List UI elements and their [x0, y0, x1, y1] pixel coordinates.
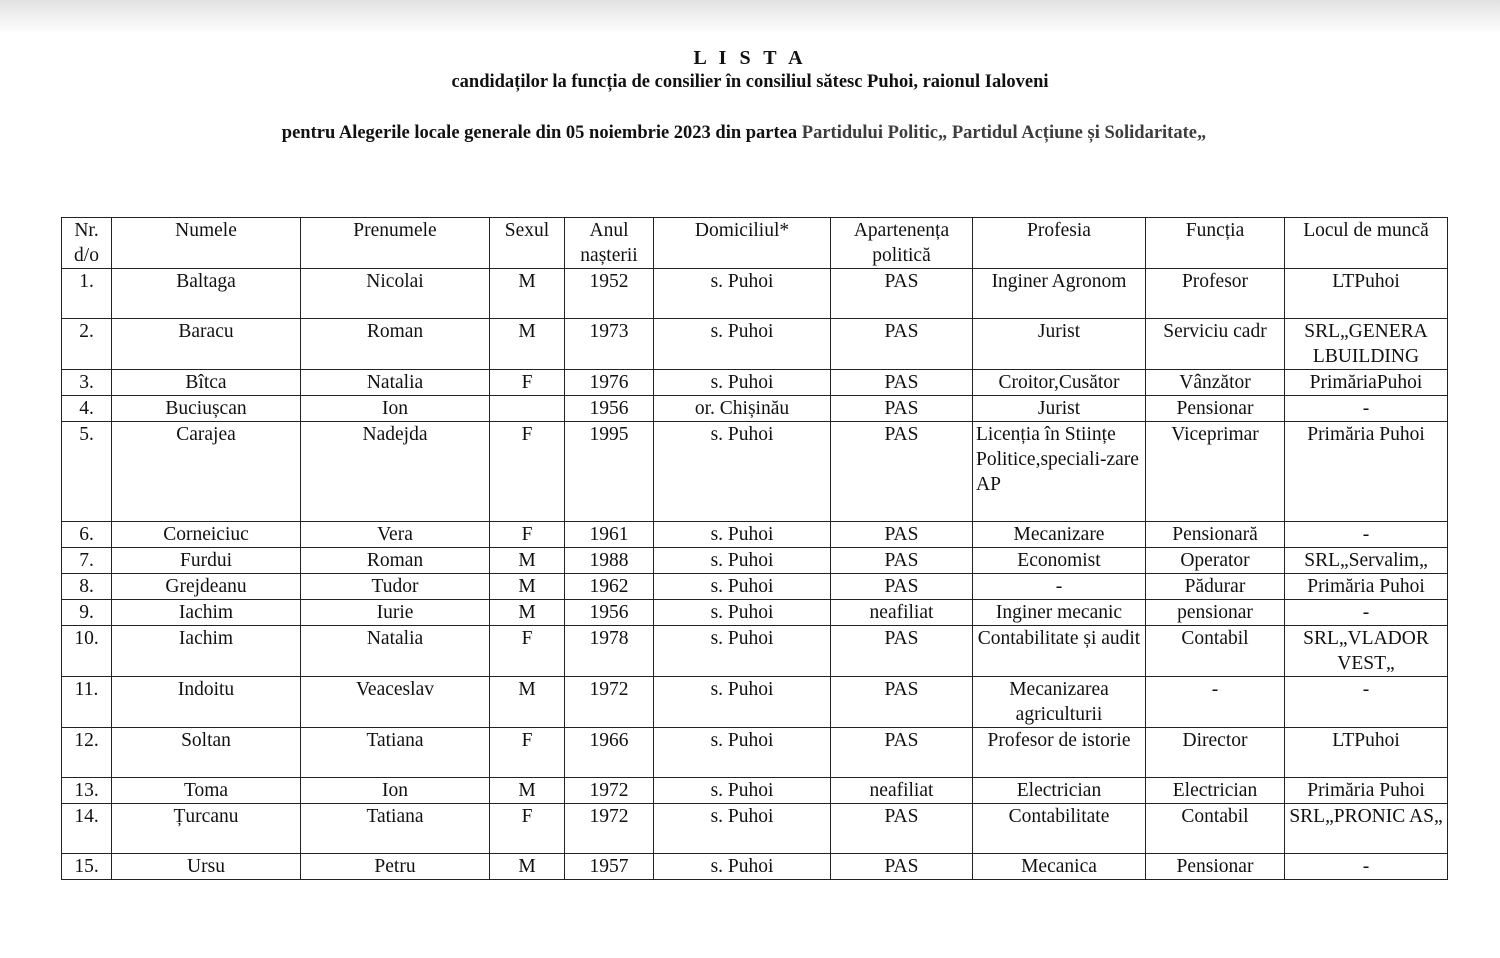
table-row	[62, 677, 1448, 728]
cell-loc: -	[1285, 600, 1448, 626]
cell-nume: Furdui	[112, 548, 301, 574]
cell-domiciliu: s. Puhoi	[654, 574, 831, 600]
cell-functia: Electrician	[1146, 778, 1285, 804]
cell-nume: Carajea	[112, 422, 301, 522]
column-header-sexul: Sexul	[490, 218, 565, 269]
table-row	[62, 778, 1448, 804]
cell-an: 1978	[565, 626, 654, 677]
cell-sex: M	[490, 600, 565, 626]
table-row	[62, 319, 1448, 370]
cell-prenume: Nicolai	[301, 269, 490, 319]
cell-prenume: Ion	[301, 778, 490, 804]
cell-nume: Corneiciuc	[112, 522, 301, 548]
table-row	[62, 269, 1448, 319]
cell-functia: Contabil	[1146, 626, 1285, 677]
table-row	[62, 522, 1448, 548]
cell-prenume: Tatiana	[301, 804, 490, 854]
cell-domiciliu: s. Puhoi	[654, 854, 831, 880]
cell-domiciliu: s. Puhoi	[654, 269, 831, 319]
cell-apartenenta: neafiliat	[831, 600, 973, 626]
column-header-locul-de-munca: Locul de muncă	[1285, 218, 1448, 269]
election-text: pentru Alegerile locale generale din 05 noiembrie 2023 din partea	[281, 123, 802, 143]
cell-functia: Contabil	[1146, 804, 1285, 854]
cell-functia: Pensionar	[1146, 854, 1285, 880]
cell-prenume: Petru	[301, 854, 490, 880]
cell-sex: F	[490, 522, 565, 548]
column-header-apartenenta: Apartenența politică	[831, 218, 973, 269]
cell-an: 1972	[565, 804, 654, 854]
document-title: L I S T A	[693, 47, 807, 69]
cell-apartenenta: PAS	[831, 396, 973, 422]
cell-an: 1956	[565, 600, 654, 626]
cell-apartenenta: PAS	[831, 677, 973, 728]
cell-sex: M	[490, 677, 565, 728]
cell-profesia: Mecanica	[973, 854, 1146, 880]
column-header-domiciliul: Domiciliul*	[654, 218, 831, 269]
cell-nr: 13.	[62, 778, 112, 804]
cell-an: 1988	[565, 548, 654, 574]
cell-domiciliu: s. Puhoi	[654, 778, 831, 804]
cell-an: 1966	[565, 728, 654, 778]
column-header-functia: Funcția	[1146, 218, 1285, 269]
cell-nr: 15.	[62, 854, 112, 880]
cell-nr: 6.	[62, 522, 112, 548]
cell-sex: M	[490, 319, 565, 370]
cell-sex: F	[490, 626, 565, 677]
cell-an: 1957	[565, 854, 654, 880]
table-header-row	[62, 218, 1448, 269]
cell-an: 1962	[565, 574, 654, 600]
cell-nume: Bîtca	[112, 370, 301, 396]
table-row	[62, 574, 1448, 600]
column-header-numele: Numele	[112, 218, 301, 269]
cell-profesia: -	[973, 574, 1146, 600]
cell-loc: Primăria Puhoi	[1285, 778, 1448, 804]
cell-functia: Director	[1146, 728, 1285, 778]
table-row	[62, 396, 1448, 422]
cell-loc: SRL„Servalim„	[1285, 548, 1448, 574]
cell-an: 1995	[565, 422, 654, 522]
cell-prenume: Veaceslav	[301, 677, 490, 728]
cell-nume: Grejdeanu	[112, 574, 301, 600]
cell-loc: SRL„GENERA LBUILDING	[1285, 319, 1448, 370]
cell-apartenenta: PAS	[831, 422, 973, 522]
table-row	[62, 548, 1448, 574]
cell-prenume: Natalia	[301, 370, 490, 396]
cell-loc: Primăria Puhoi	[1285, 422, 1448, 522]
table-row	[62, 854, 1448, 880]
cell-sex: F	[490, 422, 565, 522]
cell-apartenenta: PAS	[831, 574, 973, 600]
cell-sex: M	[490, 854, 565, 880]
cell-an: 1972	[565, 778, 654, 804]
cell-prenume: Roman	[301, 319, 490, 370]
cell-nr: 9.	[62, 600, 112, 626]
cell-profesia: Electrician	[973, 778, 1146, 804]
cell-domiciliu: s. Puhoi	[654, 319, 831, 370]
cell-profesia: Mecanizare	[973, 522, 1146, 548]
cell-apartenenta: PAS	[831, 728, 973, 778]
cell-loc: -	[1285, 396, 1448, 422]
cell-nr: 7.	[62, 548, 112, 574]
cell-domiciliu: or. Chișinău	[654, 396, 831, 422]
cell-sex: M	[490, 269, 565, 319]
cell-an: 1972	[565, 677, 654, 728]
cell-functia: Viceprimar	[1146, 422, 1285, 522]
cell-sex: F	[490, 370, 565, 396]
cell-apartenenta: PAS	[831, 804, 973, 854]
cell-domiciliu: s. Puhoi	[654, 370, 831, 396]
cell-nr: 8.	[62, 574, 112, 600]
cell-profesia: Economist	[973, 548, 1146, 574]
cell-apartenenta: PAS	[831, 370, 973, 396]
cell-prenume: Ion	[301, 396, 490, 422]
cell-an: 1976	[565, 370, 654, 396]
cell-nr: 14.	[62, 804, 112, 854]
cell-prenume: Tudor	[301, 574, 490, 600]
cell-nr: 5.	[62, 422, 112, 522]
cell-nume: Ursu	[112, 854, 301, 880]
cell-profesia: Inginer Agronom	[973, 269, 1146, 319]
cell-domiciliu: s. Puhoi	[654, 677, 831, 728]
cell-domiciliu: s. Puhoi	[654, 804, 831, 854]
table-row	[62, 626, 1448, 677]
column-header-nr: Nr. d/o	[62, 218, 112, 269]
cell-an: 1961	[565, 522, 654, 548]
top-shadow	[0, 0, 1500, 34]
cell-domiciliu: s. Puhoi	[654, 626, 831, 677]
cell-prenume: Roman	[301, 548, 490, 574]
table-row	[62, 370, 1448, 396]
cell-functia: Profesor	[1146, 269, 1285, 319]
cell-functia: Pădurar	[1146, 574, 1285, 600]
cell-nume: Baracu	[112, 319, 301, 370]
cell-sex	[490, 396, 565, 422]
cell-prenume: Natalia	[301, 626, 490, 677]
column-header-anul-nasterii: Anul nașterii	[565, 218, 654, 269]
cell-prenume: Vera	[301, 522, 490, 548]
cell-domiciliu: s. Puhoi	[654, 522, 831, 548]
cell-nume: Soltan	[112, 728, 301, 778]
cell-nr: 3.	[62, 370, 112, 396]
cell-nr: 11.	[62, 677, 112, 728]
cell-nume: Iachim	[112, 626, 301, 677]
table-row	[62, 600, 1448, 626]
cell-functia: Pensionară	[1146, 522, 1285, 548]
cell-loc: SRL„VLADOR VEST„	[1285, 626, 1448, 677]
cell-profesia: Inginer mecanic	[973, 600, 1146, 626]
cell-loc: SRL„PRONIC AS„	[1285, 804, 1448, 854]
cell-apartenenta: neafiliat	[831, 778, 973, 804]
cell-nume: Baltaga	[112, 269, 301, 319]
column-header-prenumele: Prenumele	[301, 218, 490, 269]
table-row	[62, 728, 1448, 778]
cell-domiciliu: s. Puhoi	[654, 728, 831, 778]
cell-loc: -	[1285, 854, 1448, 880]
cell-loc: PrimăriaPuhoi	[1285, 370, 1448, 396]
table-row	[62, 804, 1448, 854]
cell-profesia: Jurist	[973, 396, 1146, 422]
cell-domiciliu: s. Puhoi	[654, 600, 831, 626]
cell-apartenenta: PAS	[831, 269, 973, 319]
cell-functia: Serviciu cadr	[1146, 319, 1285, 370]
candidates-table	[61, 217, 1448, 880]
cell-nr: 1.	[62, 269, 112, 319]
cell-profesia: Contabilitate și audit	[973, 626, 1146, 677]
cell-loc: -	[1285, 677, 1448, 728]
cell-nume: Buciușcan	[112, 396, 301, 422]
cell-sex: F	[490, 804, 565, 854]
cell-domiciliu: s. Puhoi	[654, 422, 831, 522]
cell-nume: Iachim	[112, 600, 301, 626]
table-row	[62, 422, 1448, 522]
cell-sex: M	[490, 574, 565, 600]
election-line	[0, 123, 1494, 144]
cell-sex: M	[490, 548, 565, 574]
cell-loc: LTPuhoi	[1285, 728, 1448, 778]
column-header-profesia: Profesia	[973, 218, 1146, 269]
document-subtitle: candidaților la funcția de consilier în consiliul sătesc Puhoi, raionul Ialoveni	[451, 72, 1049, 92]
cell-functia: pensionar	[1146, 600, 1285, 626]
cell-nume: Indoitu	[112, 677, 301, 728]
cell-nr: 4.	[62, 396, 112, 422]
cell-profesia: Mecanizarea agriculturii	[973, 677, 1146, 728]
cell-loc: -	[1285, 522, 1448, 548]
cell-nume: Țurcanu	[112, 804, 301, 854]
cell-an: 1956	[565, 396, 654, 422]
cell-profesia: Contabilitate	[973, 804, 1146, 854]
cell-functia: -	[1146, 677, 1285, 728]
cell-functia: Operator	[1146, 548, 1285, 574]
cell-loc: LTPuhoi	[1285, 269, 1448, 319]
cell-apartenenta: PAS	[831, 626, 973, 677]
cell-profesia: Profesor de istorie	[973, 728, 1146, 778]
cell-apartenenta: PAS	[831, 522, 973, 548]
cell-prenume: Tatiana	[301, 728, 490, 778]
cell-nume: Toma	[112, 778, 301, 804]
cell-nr: 10.	[62, 626, 112, 677]
cell-loc: Primăria Puhoi	[1285, 574, 1448, 600]
cell-apartenenta: PAS	[831, 854, 973, 880]
cell-domiciliu: s. Puhoi	[654, 548, 831, 574]
cell-apartenenta: PAS	[831, 319, 973, 370]
cell-nr: 12.	[62, 728, 112, 778]
cell-profesia: Croitor,Cusător	[973, 370, 1146, 396]
cell-profesia: Jurist	[973, 319, 1146, 370]
cell-prenume: Iurie	[301, 600, 490, 626]
cell-sex: F	[490, 728, 565, 778]
cell-an: 1973	[565, 319, 654, 370]
cell-prenume: Nadejda	[301, 422, 490, 522]
cell-nr: 2.	[62, 319, 112, 370]
cell-functia: Pensionar	[1146, 396, 1285, 422]
cell-apartenenta: PAS	[831, 548, 973, 574]
cell-profesia: Licenția în Stiințe Politice,speciali-zare AP	[973, 422, 1146, 522]
cell-an: 1952	[565, 269, 654, 319]
cell-functia: Vânzător	[1146, 370, 1285, 396]
party-name: Partidului Politic„ Partidul Acțiune și Solidaritate„	[801, 123, 1207, 143]
cell-sex: M	[490, 778, 565, 804]
